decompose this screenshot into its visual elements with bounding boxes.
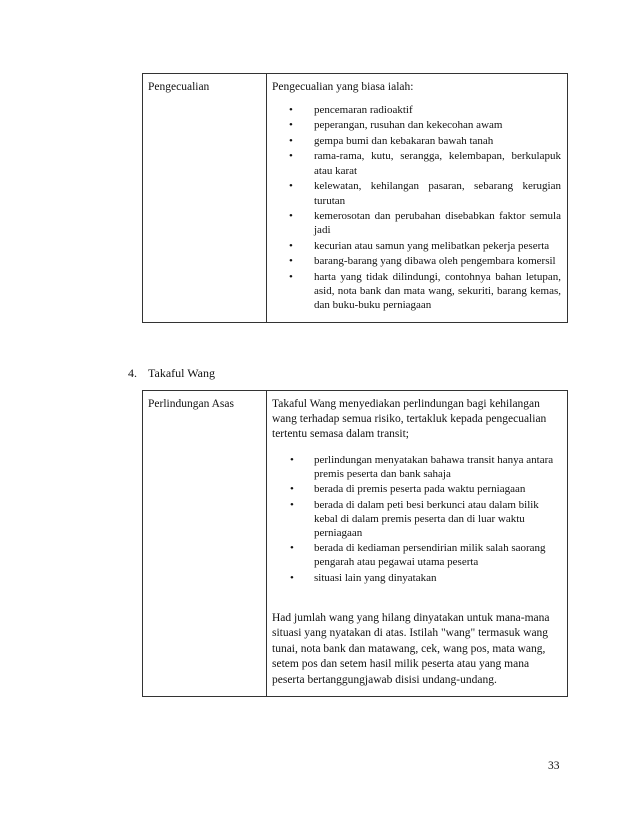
- section-number: 4.: [128, 366, 137, 380]
- bullet-icon: •: [290, 454, 294, 466]
- bullet-icon: •: [289, 255, 293, 268]
- coverage-table: [142, 390, 568, 697]
- page-number: 33: [548, 760, 560, 772]
- list-item-text: berada di dalam peti besi berkunci atau dalam bilik kebal di dalam premis peserta dan di luar waktu perniagaan: [314, 498, 539, 540]
- list-item: [272, 541, 561, 569]
- list-item: [272, 571, 561, 585]
- list-item-text: kemerosotan dan perubahan disebabkan faktor semula jadi: [314, 210, 561, 237]
- exclusions-list: [272, 103, 561, 313]
- bullet-icon: •: [290, 571, 294, 584]
- coverage-list: [272, 453, 561, 585]
- list-item-text: situasi lain yang dinyatakan: [314, 571, 437, 584]
- list-item-text: harta yang tidak dilindungi, contohnya bahan letupan, asid, nota bank dan mata wang, sekuriti, barang kemas, dan buku-buku perniagaan: [314, 270, 561, 312]
- list-item-text: kecurian atau samun yang melibatkan pekerja peserta: [314, 239, 550, 252]
- list-item: [272, 118, 561, 132]
- exclusions-table: [142, 73, 568, 323]
- list-item: [272, 254, 561, 268]
- list-item-text: berada di kediaman persendirian milik salah saorang pengarah atau pegawai utama peserta: [314, 542, 546, 569]
- exclusions-intro: Pengecualian yang biasa ialah:: [272, 81, 414, 93]
- coverage-content: [267, 391, 568, 697]
- list-item: [272, 498, 561, 541]
- exclusions-content: [267, 74, 568, 323]
- coverage-label: Perlindungan Asas: [143, 391, 267, 697]
- bullet-icon: •: [290, 542, 294, 555]
- bullet-icon: •: [290, 498, 294, 511]
- list-item-text: gempa bumi dan kebakaran bawah tanah: [314, 134, 494, 147]
- list-item: [272, 179, 561, 208]
- list-item: [272, 270, 561, 313]
- list-item-text: barang-barang yang dibawa oleh pengembara komersil: [314, 255, 556, 268]
- list-item-text: rama-rama, kutu, serangga, kelembapan, berkulapuk atau karat: [314, 150, 561, 177]
- list-item: [272, 209, 561, 238]
- list-item: [272, 239, 561, 253]
- list-item-text: pencemaran radioaktif: [314, 104, 413, 116]
- coverage-closing-paragraph: Had jumlah wang yang hilang dinyatakan untuk mana-mana situasi yang nyatakan di atas. Istilah "wang" termasuk wang tunai, nota bank dan matawang, cek, wang pos, mata wang, setem pos dan setem hasil milik peserta atau yang mana peserta bertanggungjawab disisi undang-undang.: [272, 611, 550, 686]
- bullet-icon: •: [289, 180, 293, 193]
- bullet-icon: •: [289, 239, 293, 252]
- list-item: [272, 482, 561, 496]
- list-item: [272, 103, 561, 117]
- bullet-icon: •: [289, 270, 293, 283]
- bullet-icon: •: [289, 134, 293, 147]
- list-item: [272, 149, 561, 178]
- bullet-icon: •: [289, 210, 293, 223]
- bullet-icon: •: [289, 119, 293, 132]
- exclusions-label: Pengecualian: [143, 74, 267, 323]
- list-item-text: berada di premis peserta pada waktu perniagaan: [314, 483, 526, 496]
- section-title: Takaful Wang: [148, 366, 215, 380]
- list-item: [272, 453, 561, 481]
- bullet-icon: •: [290, 483, 294, 496]
- section-heading: [128, 366, 215, 381]
- list-item: [272, 134, 561, 148]
- list-item-text: peperangan, rusuhan dan kekecohan awam: [314, 119, 503, 132]
- list-item-text: kelewatan, kehilangan pasaran, sebarang kerugian turutan: [314, 180, 561, 207]
- list-item-text: perlindungan menyatakan bahawa transit hanya antara premis peserta dan bank sahaja: [314, 454, 554, 481]
- bullet-icon: •: [289, 150, 293, 163]
- coverage-intro: Takaful Wang menyediakan perlindungan bagi kehilangan wang terhadap semua risiko, tertakluk kepada pengecualian tertentu semasa dalam transit;: [272, 398, 547, 440]
- bullet-icon: •: [289, 104, 293, 116]
